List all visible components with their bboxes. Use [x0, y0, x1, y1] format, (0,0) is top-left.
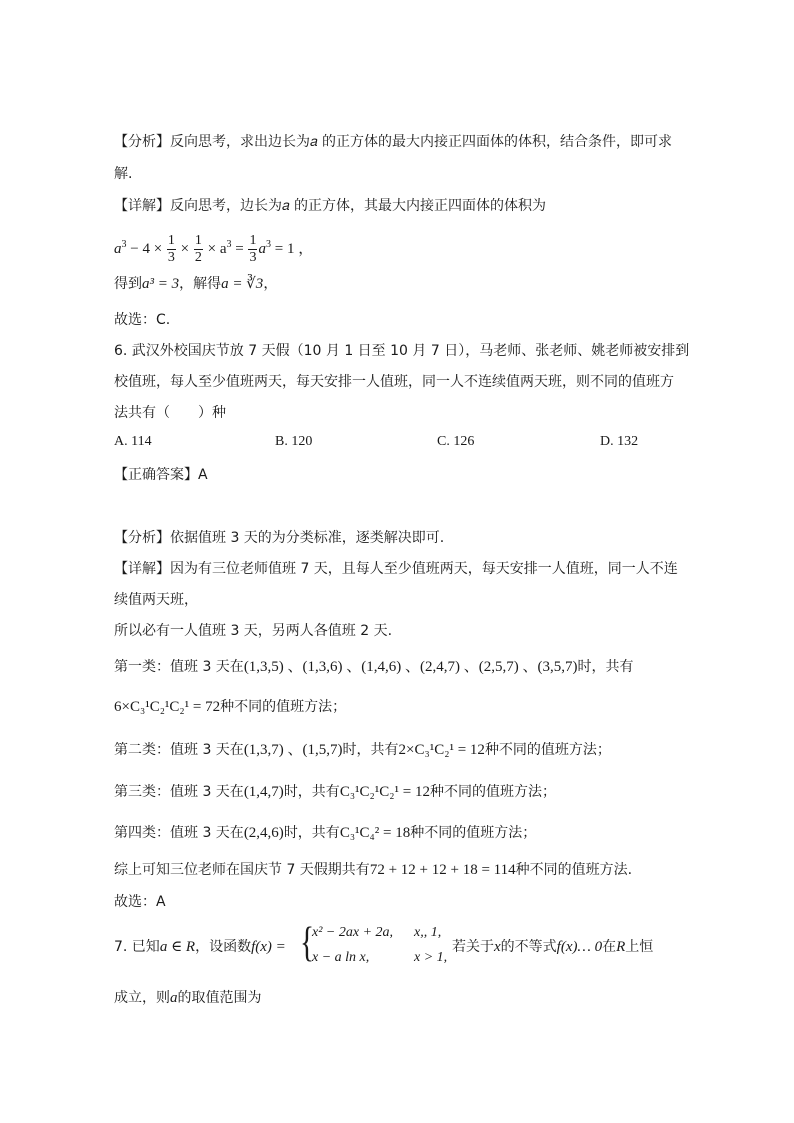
class-1-formula: 6×C₃¹C₂¹C₂¹ = 72: [114, 699, 221, 715]
formula-part-3: a: [258, 241, 266, 257]
fraction-2-num: 1: [194, 232, 202, 248]
choice-a: A. 114: [114, 434, 152, 449]
fraction-3: [248, 233, 257, 266]
class-3-sets: (1,4,7): [243, 784, 284, 800]
choice-b: B. 120: [275, 434, 313, 449]
class-1-prefix: 第一类：值班 3 天在: [114, 659, 244, 675]
fraction-3-den: 3: [249, 249, 257, 265]
formula-var-a: a: [114, 241, 122, 257]
class-4-formula: C₃¹C₄² = 18: [339, 825, 411, 841]
q7-line-2-var: a: [170, 990, 178, 1006]
result-math-1: a³ = 3: [142, 276, 180, 292]
q6-detail-line-1: 【详解】因为有三位老师值班 7 天，且每人至少值班两天，每天安排一人值班，同一人不连: [114, 561, 678, 577]
q6-detail-line-3: 所以必有一人值班 3 天，另两人各值班 2 天.: [114, 623, 393, 639]
class-2-formula: 2×C₃¹C₂¹ = 12: [398, 742, 485, 758]
class-2-end: 种不同的值班方法；: [484, 742, 611, 758]
result-prefix: 得到: [114, 276, 142, 292]
class-4-line: [114, 823, 536, 843]
choice-d: D. 132: [600, 434, 639, 449]
case-1-cond: x,, 1,: [414, 925, 442, 940]
formula-end: = 1 ，: [270, 241, 314, 257]
q7-mid-3: 的不等式: [500, 939, 557, 955]
q7-prefix: 7. 已知: [114, 939, 160, 955]
class-4-sets: (2,4,6): [243, 825, 284, 841]
fraction-1: [167, 233, 176, 266]
q6-analysis: 【分析】依据值班 3 天的为分类标准，逐类解决即可.: [114, 530, 445, 546]
class-4-prefix: 第四类：值班 3 天在: [114, 825, 244, 841]
q6-answer: 【正确答案】A: [114, 467, 208, 483]
piecewise-brace: {: [300, 920, 315, 966]
formula-eq: =: [231, 241, 248, 257]
class-1-suffix: 时，共有: [577, 659, 634, 675]
result-mid: ，解得: [179, 276, 222, 292]
result-end: ，: [263, 276, 278, 292]
class-2-mid: 时，共有: [342, 742, 399, 758]
choice-c: C. 126: [437, 434, 475, 449]
case-2-expr: x − a ln x,: [312, 950, 370, 965]
class-2-sets: (1,3,7) 、(1,5,7): [243, 742, 343, 758]
class-4-mid: 时，共有: [283, 825, 340, 841]
fraction-2: [194, 233, 203, 266]
q7-line-2: [114, 988, 262, 1008]
q7-var-x: x: [494, 939, 501, 955]
class-1-sets: (1,3,5) 、(1,3,6) 、(1,4,6) 、(2,4,7) 、(2,5,7) 、(3,5,7): [243, 659, 578, 675]
class-1-line: [114, 657, 634, 677]
q6-choose: 故选：A: [114, 894, 166, 910]
class-3-mid: 时，共有: [283, 784, 340, 800]
fraction-2-den: 2: [194, 249, 202, 265]
volume-formula: [114, 228, 313, 266]
analysis-line-2: 解.: [114, 166, 133, 182]
case-1-expr: x² − 2ax + 2a,: [312, 925, 394, 940]
q7-end: 上恒: [625, 939, 654, 955]
class-3-end: 种不同的值班方法；: [429, 784, 556, 800]
class-3-formula: C₃¹C₂¹C₂¹ = 12: [339, 784, 430, 800]
formula-exponent: 3: [121, 239, 127, 250]
q7-line-2-end: 的取值范围为: [177, 990, 262, 1006]
result-math-2: a = ∛3: [221, 276, 264, 292]
summary-end: 种不同的值班方法.: [515, 862, 633, 878]
summary-prefix: 综上可知三位老师在国庆节 7 天假期共有: [114, 862, 370, 878]
formula-times: ×: [176, 241, 193, 257]
q6-stem-line-3: 法共有（ ）种: [114, 405, 226, 421]
class-1-formula-line: [114, 697, 346, 717]
class-1-end: 种不同的值班方法；: [220, 699, 347, 715]
class-4-end: 种不同的值班方法；: [410, 825, 537, 841]
summary-line: [114, 860, 632, 880]
q6-stem-line-1: 6. 武汉外校国庆节放 7 天假（10 月 1 日至 10 月 7 日），马老师、张老师、姚老师被安排到: [114, 343, 690, 359]
q7-condition: a ∈ R: [159, 939, 196, 955]
class-2-prefix: 第二类：值班 3 天在: [114, 742, 244, 758]
q5-choose: 故选：C.: [114, 312, 171, 328]
q7-mid-1: ，设函数: [195, 939, 252, 955]
q7-mid-2: 若关于: [452, 939, 494, 955]
summary-formula: 72 + 12 + 12 + 18 = 114: [369, 862, 516, 878]
q7-line-2-prefix: 成立，则: [114, 990, 170, 1006]
fraction-1-den: 3: [167, 249, 175, 265]
q7-line-1: [114, 937, 286, 957]
detail-line-1: 【详解】反向思考，边长为𝑎 的正方体，其最大内接正四面体的体积为: [114, 198, 547, 214]
class-3-line: [114, 782, 556, 802]
case-2-cond: x > 1,: [414, 950, 448, 965]
formula-part-2: × a: [203, 241, 227, 257]
q7-set-r: R: [616, 939, 626, 955]
q7-mid-4: 在: [602, 939, 617, 955]
formula-part-1: − 4 ×: [126, 241, 166, 257]
q6-stem-line-2: 校值班，每人至少值班两天，每天安排一人值班，同一人不连续值两天班，则不同的值班方: [114, 374, 674, 390]
q7-inequality: f(x)… 0: [556, 939, 603, 955]
class-3-prefix: 第三类：值班 3 天在: [114, 784, 244, 800]
analysis-line-1: 【分析】反向思考，求出边长为𝑎 的正方体的最大内接正四面体的体积，结合条件，即可求: [114, 134, 673, 150]
fraction-1-num: 1: [167, 232, 175, 248]
formula-exponent-3: 3: [265, 239, 271, 250]
class-2-line: [114, 740, 611, 760]
q6-detail-line-2: 续值两天班，: [114, 592, 198, 608]
fraction-3-num: 1: [249, 232, 257, 248]
q7-line-1-tail: [452, 937, 653, 957]
q7-function-name: f(x) =: [251, 939, 286, 955]
formula-exponent-2: 3: [226, 239, 232, 250]
result-line: [114, 274, 277, 294]
